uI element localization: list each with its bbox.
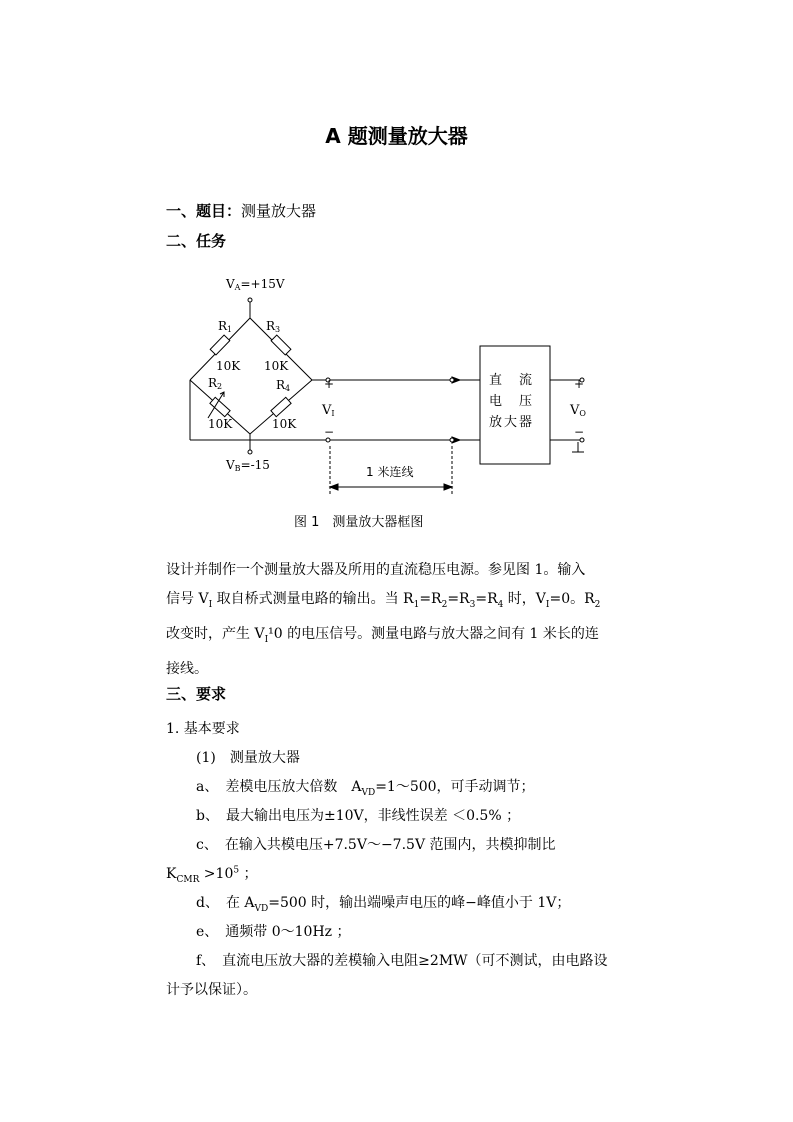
va-label: VA=+15V <box>226 277 285 292</box>
r3-value: 10K <box>264 359 289 373</box>
vo-label: VO <box>570 403 586 418</box>
vb-terminal <box>248 450 252 454</box>
req-f: f、 直流电压放大器的差模输入电阻≥2MW（可不测试，由电路设 <box>196 953 608 969</box>
r4-resistor <box>271 397 291 416</box>
va-terminal <box>248 298 252 302</box>
section-1-label: 一、题目： <box>166 202 242 220</box>
section-1-text: 测量放大器 <box>241 202 317 220</box>
req-basic: 1. 基本要求 <box>166 721 240 737</box>
para-line-2: 信号 $V_I$ 取自桥式测量电路的输出。当 $R_1=R_2=R_3=R_4$ 时，$V_I=0$。$R_2$ <box>166 591 601 610</box>
req-b: b、 最大输出电压为±10V，非线性误差 ＜0.5% ； <box>196 808 521 824</box>
output-plus: + <box>574 377 585 391</box>
cable-label: 1 米连线 <box>366 465 414 479</box>
r2-resistor <box>210 397 230 416</box>
vi-label: VI <box>322 403 335 418</box>
amp-text-3: 放大器 <box>489 415 535 430</box>
amp-text-1: 直 流 <box>489 373 535 388</box>
req-e: e、 通频带 0～10Hz ； <box>196 924 351 940</box>
figure-caption: 图 1 测量放大器框图 <box>294 515 424 530</box>
para-line-3: 改变时，产生 $V_I^10$ 的电压信号。测量电路与放大器之间有 1 米长的连 <box>166 625 599 645</box>
bridge-amplifier-diagram <box>180 270 600 510</box>
para-line-1: 设计并制作一个测量放大器及所用的直流稳压电源。参见图 1。输入 <box>166 562 586 578</box>
section-3-heading: 三、要求 <box>166 685 227 703</box>
req-d: d、 在 $A_{VD}=500$ 时，输出端噪声电压的峰−峰值小于 1V； <box>196 895 571 914</box>
para-line-4: 接线。 <box>166 660 208 677</box>
input-plus: + <box>324 377 335 391</box>
r1-label: R1 <box>218 319 233 334</box>
section-1-heading <box>166 200 316 221</box>
r4-value: 10K <box>272 417 297 431</box>
req-a: a、 差模电压放大倍数 $A_{VD}=1\sim 500$，可手动调节； <box>196 779 535 798</box>
r2-value: 10K <box>208 417 233 431</box>
input-minus: − <box>324 425 335 439</box>
r1-value: 10K <box>216 359 241 373</box>
vb-label: VB=-15 <box>226 458 270 473</box>
r1-resistor <box>210 335 230 355</box>
req-c: c、 在输入共模电压+7.5V～−7.5V 范围内，共模抑制比 <box>196 837 556 853</box>
r3-label: R3 <box>266 319 281 334</box>
req-1-1: (1) 测量放大器 <box>196 750 300 766</box>
amp-text-2: 电 压 <box>489 394 535 409</box>
r3-resistor <box>271 335 291 355</box>
task-paragraph <box>166 556 636 684</box>
req-c-cont: $K_{CMR} >10^5$ ； <box>166 865 258 885</box>
output-minus: − <box>574 425 585 439</box>
r4-label: R4 <box>276 378 291 393</box>
page-title: A 题测量放大器 <box>325 124 468 148</box>
r2-label: R2 <box>208 376 223 391</box>
req-f-cont: 计予以保证）。 <box>166 982 257 998</box>
section-2-heading: 二、任务 <box>166 232 227 250</box>
